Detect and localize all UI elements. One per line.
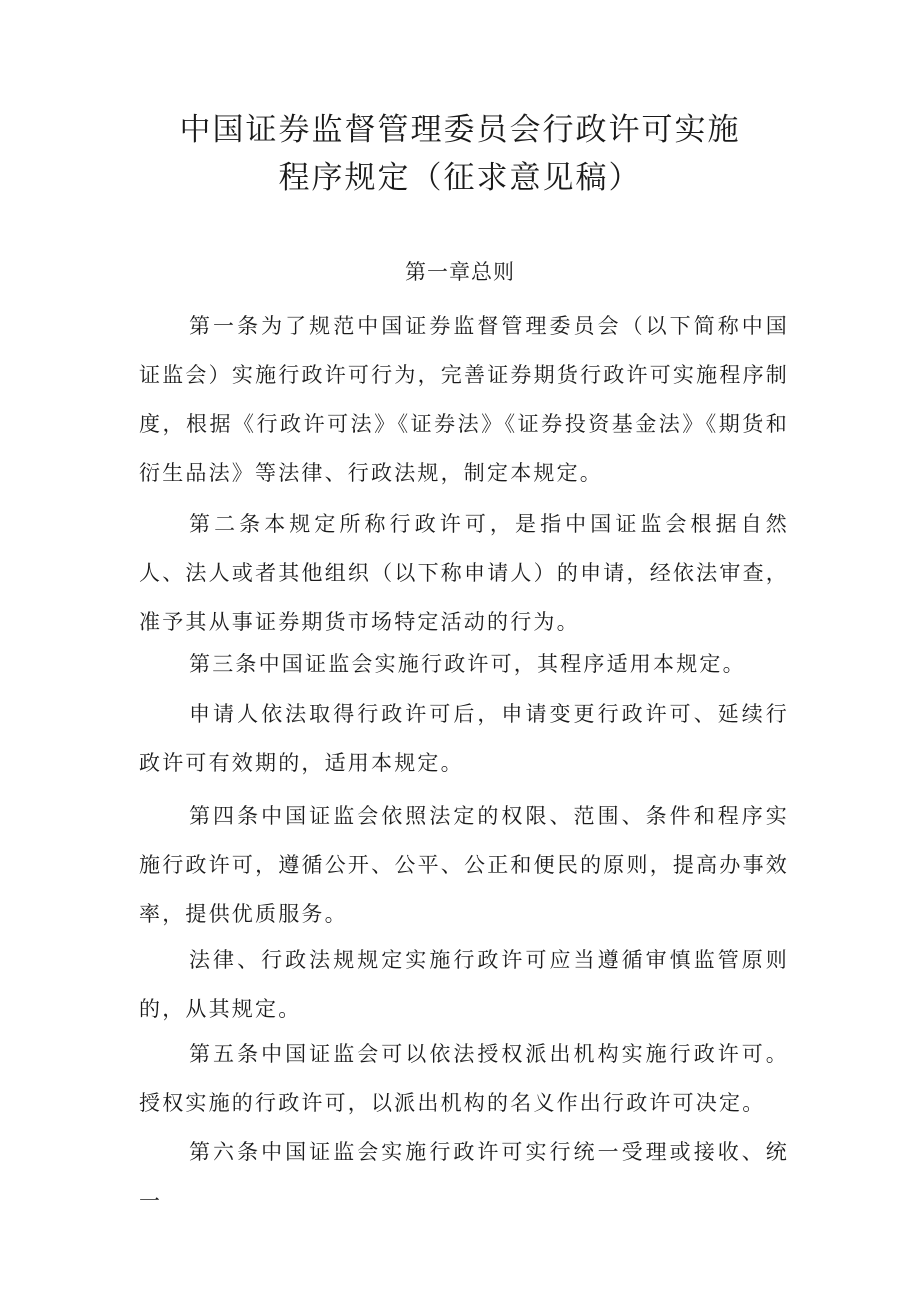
- document-title-line-1: 中国证券监督管理委员会行政许可实施: [179, 112, 741, 148]
- article-4-supplement-paragraph: 法律、行政法规规定实施行政许可应当遵循审慎监管原则的，从其规定。: [139, 948, 789, 1021]
- article-3-supplement-paragraph: 申请人依法取得行政许可后，申请变更行政许可、延续行政许可有效期的，适用本规定。: [139, 702, 789, 775]
- chapter-heading: 第一章总则: [405, 260, 515, 284]
- article-2-paragraph: 第二条本规定所称行政许可，是指中国证监会根据自然人、法人或者其他组织（以下称申请人）的申请，经依法审查，准予其从事证券期货市场特定活动的行为。: [139, 512, 789, 634]
- article-5-paragraph: 第五条中国证监会可以依法授权派出机构实施行政许可。授权实施的行政许可，以派出机构的名义作出行政许可决定。: [139, 1042, 789, 1115]
- article-6-paragraph: 第六条中国证监会实施行政许可实行统一受理或接收、统一: [139, 1140, 789, 1213]
- article-4-paragraph: 第四条中国证监会依照法定的权限、范围、条件和程序实施行政许可，遵循公开、公平、公正和便民的原则，提高办事效率，提供优质服务。: [139, 804, 789, 926]
- article-3-paragraph: 第三条中国证监会实施行政许可，其程序适用本规定。: [189, 652, 746, 676]
- document-title-line-2: 程序规定（征求意见稿）: [278, 160, 642, 196]
- article-1-paragraph: 第一条为了规范中国证券监督管理委员会（以下简称中国证监会）实施行政许可行为，完善证券期货行政许可实施程序制度，根据《行政许可法》《证券法》《证券投资基金法》《期货和衍生品法》等法律、行政法规，制定本规定。: [139, 314, 789, 485]
